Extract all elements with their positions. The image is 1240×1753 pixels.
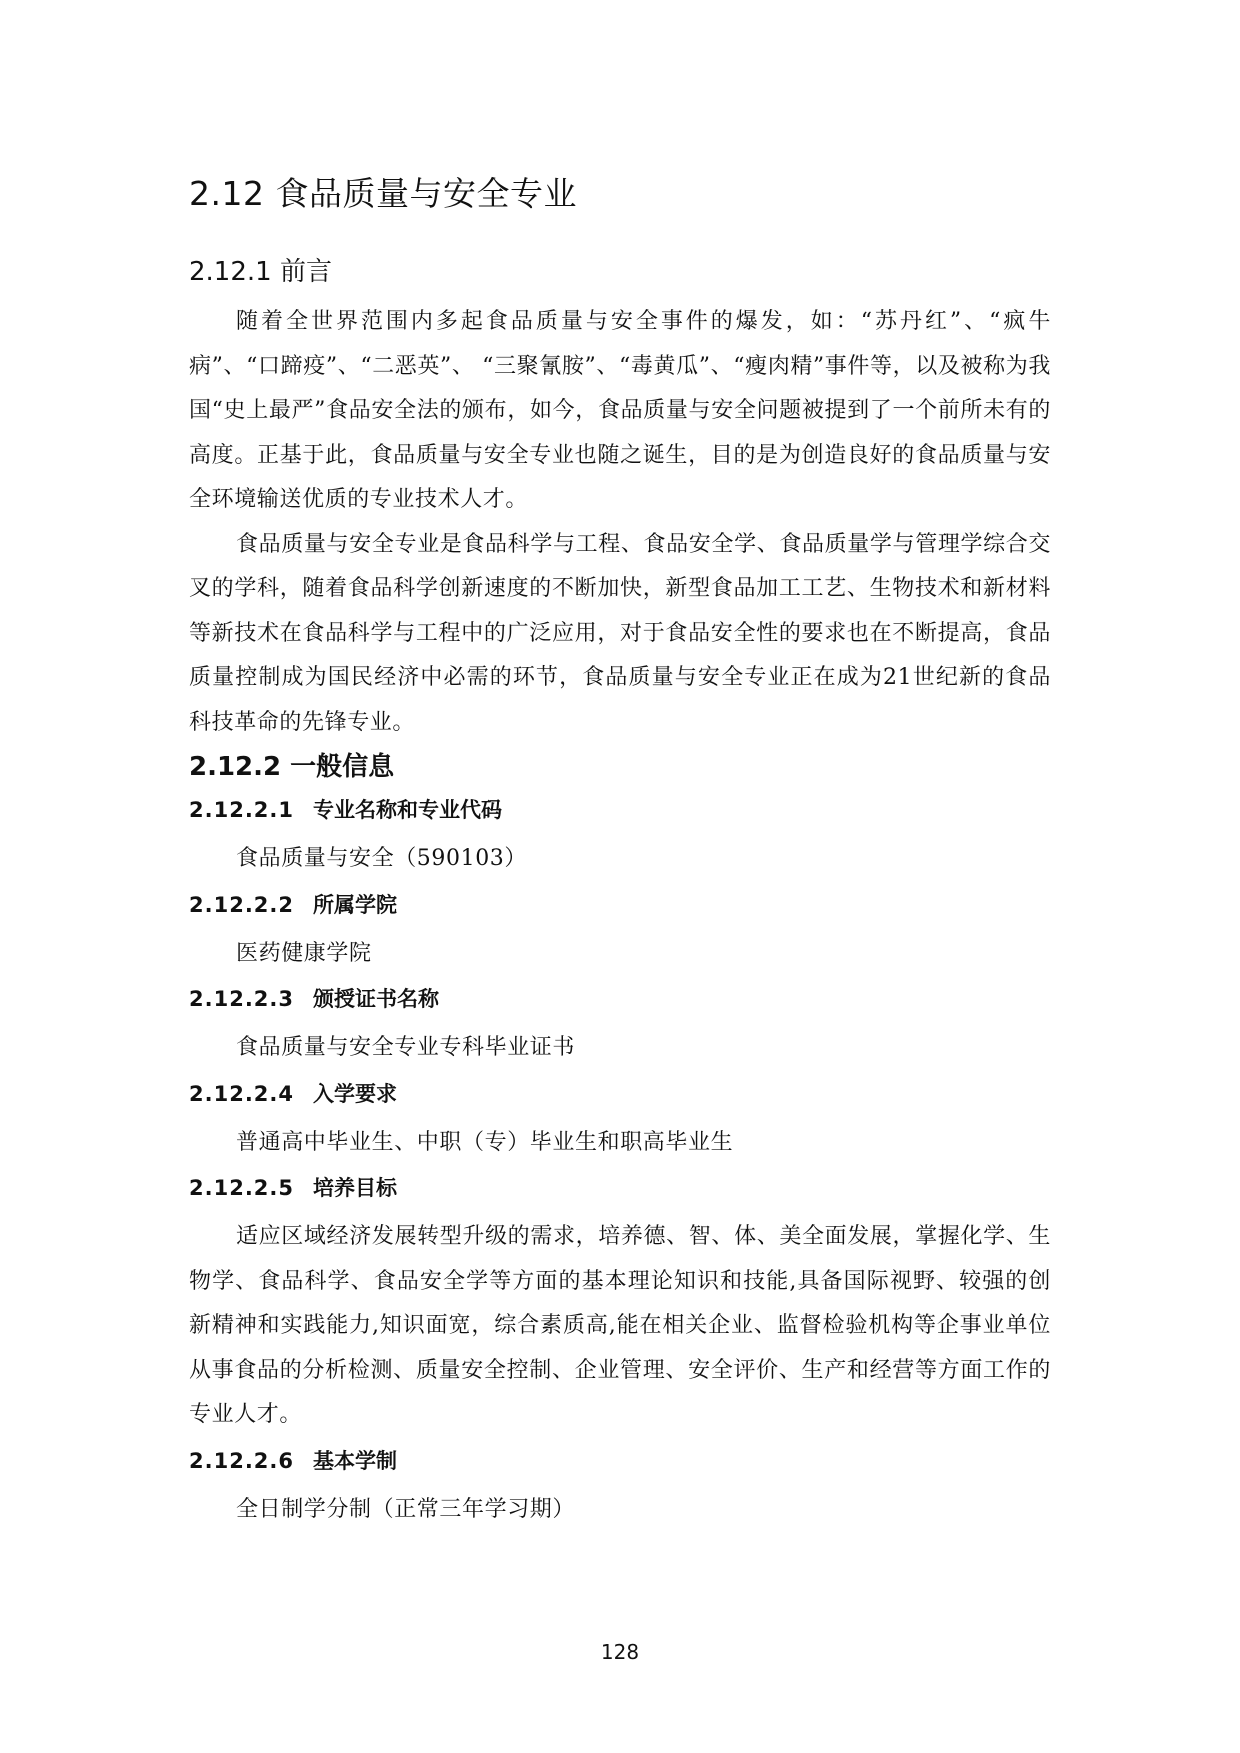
subsection-number: 2.12.2.6: [189, 1448, 294, 1473]
subsection-body: 普通高中毕业生、中职（专）毕业生和职高毕业生: [236, 1129, 734, 1155]
subsection-heading: [189, 984, 1051, 1014]
subsection-number: 2.12.2.1: [189, 798, 294, 822]
section-title: 2.12 食品质量与安全专业: [189, 174, 577, 213]
subsection-heading: [189, 1173, 1051, 1203]
preface-paragraph: 食品质量与安全专业是食品科学与工程、食品安全学、食品质量学与管理学综合交叉的学科，随着食品科学创新速度的不断加快，新型食品加工工艺、生物技术和新材料等新技术在食品科学与工程中的广泛应用，对于食品安全性的要求也在不断提高，食品质量控制成为国民经济中必需的环节，食品质量与安全专业正在成为21世纪新的食品科技革命的先锋专业。: [189, 531, 1051, 735]
subsection-heading: [189, 1446, 1051, 1476]
subsection-title: 入学要求: [313, 1081, 397, 1106]
general-info-heading: 2.12.2 一般信息: [189, 752, 395, 782]
subsection-body: 全日制学分制（正常三年学习期）: [236, 1496, 576, 1522]
subsection-body: 食品质量与安全专业专科毕业证书: [236, 1035, 576, 1060]
subsection-title: 专业名称和专业代码: [313, 798, 502, 822]
subsection-body: 医药健康学院: [236, 940, 372, 966]
subsection-title: 基本学制: [313, 1448, 397, 1473]
preface-paragraph: 随着全世界范围内多起食品质量与安全事件的爆发，如：“苏丹红”、“疯牛病”、“口蹄疫”、“二恶英”、 “三聚氰胺”、“毒黄瓜”、“瘦肉精”事件等，以及被称为我国“史上最严”食品安全法的颁布，如今，食品质量与安全问题被提到了一个前所未有的高度。正基于此，食品质量与安全专业也随之诞生，目的是为创造良好的食品质量与安全环境输送优质的专业技术人才。: [189, 309, 1051, 512]
subsection-number: 2.12.2.4: [189, 1081, 294, 1106]
subsection-title: 所属学院: [313, 892, 397, 917]
subsection-title: 颁授证书名称: [313, 987, 439, 1011]
subsection-heading: [189, 890, 1051, 920]
preface-heading: 2.12.1 前言: [189, 257, 332, 287]
page-content: [189, 172, 1051, 1540]
subsection-heading: [189, 795, 1051, 825]
subsection-body: 食品质量与安全（590103）: [236, 846, 527, 871]
subsection-body: 适应区域经济发展转型升级的需求，培养德、智、体、美全面发展，掌握化学、生物学、食品科学、食品安全学等方面的基本理论知识和技能,具备国际视野、较强的创新精神和实践能力,知识面宽，综合素质高,能在相关企业、监督检验机构等企事业单位从事食品的分析检测、质量安全控制、企业管理、安全评价、生产和经营等方面工作的专业人才。: [189, 1224, 1051, 1427]
subsection-heading: [189, 1079, 1051, 1109]
subsection-number: 2.12.2.3: [189, 987, 294, 1011]
page-number: 128: [600, 1640, 640, 1664]
subsection-title: 培养目标: [313, 1176, 397, 1200]
subsection-number: 2.12.2.2: [189, 892, 294, 917]
subsection-number: 2.12.2.5: [189, 1176, 294, 1200]
